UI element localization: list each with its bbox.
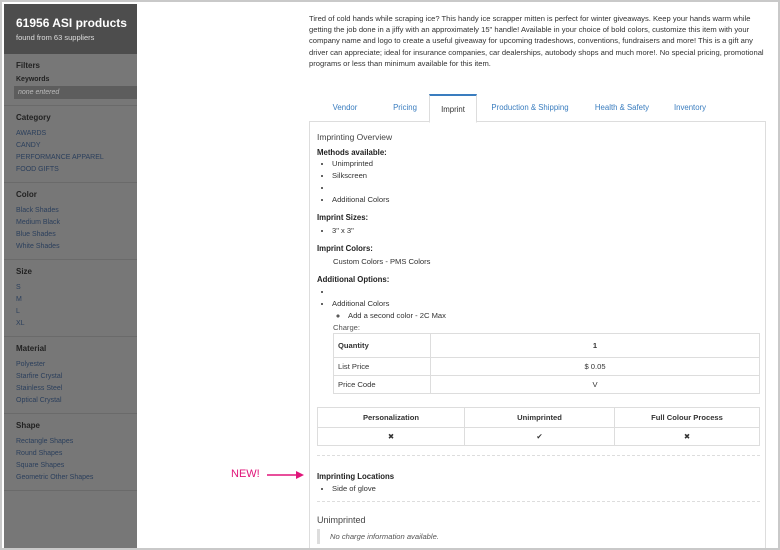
table-cell: Price Code	[334, 376, 431, 394]
methods-heading: Methods available:	[317, 148, 387, 157]
list-item: • Unimprinted	[332, 158, 389, 170]
filter-sidebar	[4, 4, 137, 550]
filter-link[interactable]: AWARDS	[16, 130, 47, 137]
table-header: Unimprinted	[465, 408, 615, 428]
filter-link[interactable]: XL	[16, 320, 25, 327]
list-item: ◦ Add a second color - 2C Max	[348, 310, 446, 322]
product-description: Tired of cold hands while scraping ice? This handy ice scrapper mitten is perfect for winter giveaways. Keep your hands warm while getting the job done in a jiffy with an approximately 15" handle! Available in your choice of bold colors, customize this item with your company name and logo to create a useful giveaway for upcoming tradeshows, conventions, fundraisers and more! This is a gift any driver can appreciate; ideal for insurance companies, car dealerships, autobody shops and much more!. No special pricing, promotional programs or less than minimum available for this item.	[309, 14, 764, 68]
sizes-heading: Imprint Sizes:	[317, 213, 369, 222]
filter-section-shape	[4, 414, 137, 491]
colors-heading: Imprint Colors:	[317, 244, 373, 253]
unimprinted-heading: Unimprinted	[317, 515, 366, 525]
list-item	[332, 286, 446, 298]
table-header: Full Colour Process	[615, 408, 760, 428]
product-tabs	[309, 94, 766, 122]
filters-section	[4, 54, 137, 106]
table-cell: 1	[431, 334, 760, 358]
filter-link[interactable]: Blue Shades	[16, 231, 56, 238]
filter-link[interactable]: Black Shades	[16, 207, 59, 214]
imprint-overview-title: Imprinting Overview	[317, 132, 393, 142]
filter-heading: Category	[16, 113, 51, 122]
table-row	[334, 358, 760, 376]
table-cell: List Price	[334, 358, 431, 376]
filter-section-size	[4, 260, 137, 337]
option-sublist	[348, 310, 446, 322]
list-item: • Side of glove	[332, 483, 376, 495]
filter-heading: Material	[16, 344, 47, 353]
filter-link[interactable]: White Shades	[16, 243, 60, 250]
filter-link[interactable]: Polyester	[16, 361, 46, 368]
tab-vendor[interactable]: Vendor	[332, 103, 358, 112]
sizes-list	[332, 225, 354, 237]
table-cell: Quantity	[334, 334, 431, 358]
keywords-input[interactable]: none entered	[14, 86, 137, 99]
table-header: Personalization	[318, 408, 465, 428]
filter-heading: Shape	[16, 421, 41, 430]
colors-value: Custom Colors - PMS Colors	[333, 257, 431, 266]
tab-health-safety[interactable]: Health & Safety	[594, 103, 650, 112]
charge-table	[333, 333, 760, 394]
check-icon: ✔	[465, 428, 615, 446]
tab-imprint[interactable]: Imprint	[429, 94, 477, 123]
results-title: 61956 ASI products	[16, 16, 127, 30]
divider	[317, 455, 760, 456]
filter-link[interactable]: Rectangle Shapes	[16, 438, 74, 445]
filter-link[interactable]: Square Shapes	[16, 462, 65, 469]
locations-list	[332, 483, 376, 495]
methods-list	[332, 158, 389, 206]
list-item	[332, 182, 389, 194]
filter-link[interactable]: Medium Black	[16, 219, 60, 226]
filter-section-material	[4, 337, 137, 414]
personalization-table	[317, 407, 760, 446]
filter-heading: Size	[16, 267, 33, 276]
divider	[317, 501, 760, 502]
table-row	[334, 376, 760, 394]
results-header	[4, 4, 137, 54]
filter-link[interactable]: M	[16, 296, 22, 303]
filter-link[interactable]: Starfire Crystal	[16, 373, 63, 380]
options-heading: Additional Options:	[317, 275, 390, 284]
imprint-panel	[309, 122, 766, 550]
product-detail	[309, 4, 767, 550]
unimprinted-note: No charge information available.	[317, 529, 439, 544]
table-row	[318, 408, 760, 428]
filter-section-category	[4, 106, 137, 183]
table-cell: $ 0.05	[431, 358, 760, 376]
filters-heading: Filters	[16, 61, 41, 70]
cross-icon: ✖	[318, 428, 465, 446]
results-subtitle: found from 63 suppliers	[16, 33, 95, 42]
filter-link[interactable]: CANDY	[16, 142, 41, 149]
list-item: • 3" x 3"	[332, 225, 354, 237]
filter-link[interactable]: Stainless Steel	[16, 385, 63, 392]
keywords-label: Keywords	[16, 76, 50, 83]
locations-heading: Imprinting Locations	[317, 472, 395, 481]
filter-link[interactable]: Round Shapes	[16, 450, 63, 457]
tab-inventory[interactable]: Inventory	[673, 103, 707, 112]
tab-production-shipping[interactable]: Production & Shipping	[491, 103, 569, 112]
filter-link[interactable]: S	[16, 284, 21, 291]
charge-label: Charge:	[333, 323, 361, 332]
table-row	[334, 334, 760, 358]
filter-section-color	[4, 183, 137, 260]
filter-link[interactable]: Geometric Other Shapes	[16, 474, 94, 481]
table-row	[318, 428, 760, 446]
filter-heading: Color	[16, 190, 37, 199]
filter-link[interactable]: PERFORMANCE APPAREL	[16, 154, 104, 161]
options-list	[332, 286, 446, 320]
cross-icon: ✖	[615, 428, 760, 446]
filter-link[interactable]: FOOD GIFTS	[16, 166, 59, 173]
filter-link[interactable]: L	[16, 308, 20, 315]
list-item: • Additional Colors	[332, 194, 389, 206]
table-cell: V	[431, 376, 760, 394]
option-label: Additional Colors	[332, 299, 390, 308]
tab-pricing[interactable]: Pricing	[393, 103, 417, 112]
new-annotation-label: NEW!	[231, 468, 260, 480]
arrow-right-icon	[266, 469, 306, 481]
list-item: • Silkscreen	[332, 170, 389, 182]
filter-link[interactable]: Optical Crystal	[16, 397, 62, 404]
list-item	[332, 298, 446, 320]
